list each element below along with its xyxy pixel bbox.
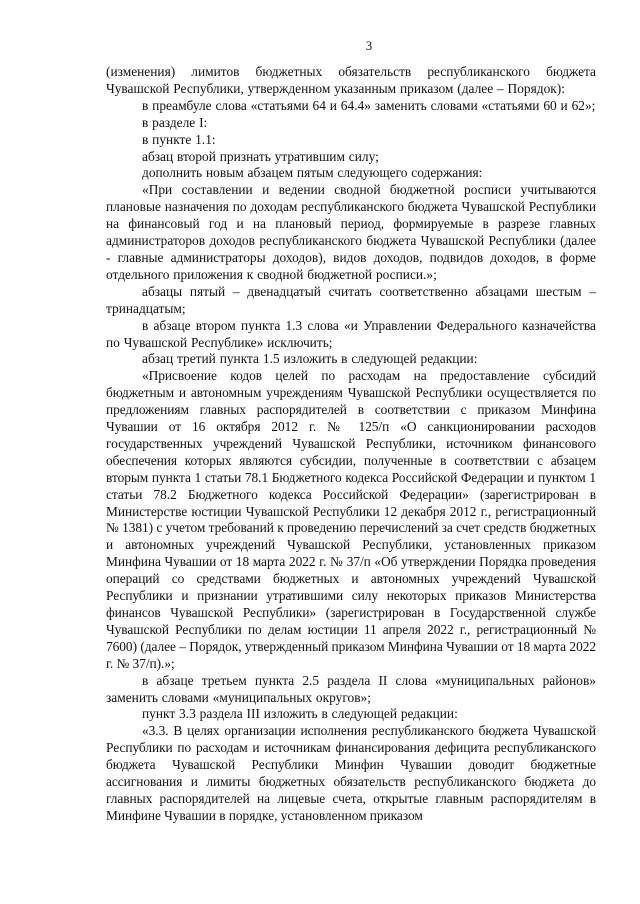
paragraph-2: в преамбуле слова «статьями 64 и 64.4» заменить словами «статьями 60 и 62»; <box>142 97 596 113</box>
paragraph-8: абзацы пятый – двенадцатый считать соответственно абзацами шестым – тринадцатым; <box>106 283 596 316</box>
paragraph-4: в пункте 1.1: <box>142 131 216 147</box>
paragraph-13: пункт 3.3 раздела III изложить в следующей редакции: <box>142 706 458 722</box>
paragraph-9: в абзаце втором пункта 1.3 слова «и Управлении Федерального казначейства по Чувашской Республике» исключить; <box>106 317 596 350</box>
paragraph-6: дополнить новым абзацем пятым следующего содержания: <box>142 165 483 181</box>
document-body <box>106 64 596 825</box>
paragraph-7: «При составлении и ведении сводной бюджетной росписи учитываются плановые назначения по доходам республиканского бюджета Чувашской Республики на финансовый год и на плановый период, формируемые в разрезе главных администраторов доходов республиканского бюджета Чувашской Республики (далее - главные администраторы доходов), видов доходов, подвидов доходов, в форме отдельного приложения к сводной бюджетной росписи.»; <box>106 182 596 282</box>
paragraph-10: абзац третий пункта 1.5 изложить в следующей редакции: <box>142 351 478 367</box>
paragraph-3: в разделе I: <box>142 114 208 130</box>
paragraph-12: в абзаце третьем пункта 2.5 раздела II слова «муниципальных районов» заменить словами «муниципальных округов»; <box>106 672 596 705</box>
paragraph-11: «Присвоение кодов целей по расходам на предоставление субсидий бюджетным и автономным учреждениям Чувашской Республики осуществляется по предложениям главных распорядителей в соответствии с приказом Минфина Чувашии от 16 октября 2012 г. № 125/п «О санкционировании расходов государственных учреждений Чувашской Республики, источником финансового обеспечения которых являются субсидии, полученные в соответствии с абзацем вторым пункта 1 статьи 78.1 Бюджетного кодекса Российской Федерации и пунктом 1 статьи 78.2 Бюджетного кодекса Российской Федерации» (зарегистрирован в Министерстве юстиции Чувашской Республики 12 декабря 2012 г., регистрационный № 1381) с учетом требований к проведению перечислений за счет средств бюджетных и автономных учреждений Чувашской Республики, установленных приказом Минфина Чувашии от 18 марта 2022 г. № 37/п «Об утверждении Порядка проведения операций со средствами бюджетных и автономных учреждений Чувашской Республики и признании утратившими силу некоторых приказов Министерства финансов Чувашской Республики» (зарегистрирован в Государственной службе Чувашской Республики по делам юстиции 11 апреля 2022 г., регистрационный № 7600) (далее – Порядок, утвержденный приказом Минфина Чувашии от 18 марта 2022 г. № 37/п).»; <box>106 368 596 671</box>
paragraph-14: «3.3. В целях организации исполнения республиканского бюджета Чувашской Республики по расходам и источникам финансирования дефицита республиканского бюджета Чувашской Республики Минфин Чувашии доводит бюджетные ассигнования и лимиты бюджетных обязательств республиканского бюджета до главных распорядителей на лицевые счета, открытые главным распорядителям в Минфине Чувашии в порядке, установленном приказом <box>106 723 596 823</box>
paragraph-5: абзац второй признать утратившим силу; <box>142 148 379 164</box>
paragraph-1: (изменения) лимитов бюджетных обязательств республиканского бюджета Чувашской Республики, утвержденном указанным приказом (далее – Порядок): <box>106 64 596 96</box>
page-number: 3 <box>365 39 373 53</box>
